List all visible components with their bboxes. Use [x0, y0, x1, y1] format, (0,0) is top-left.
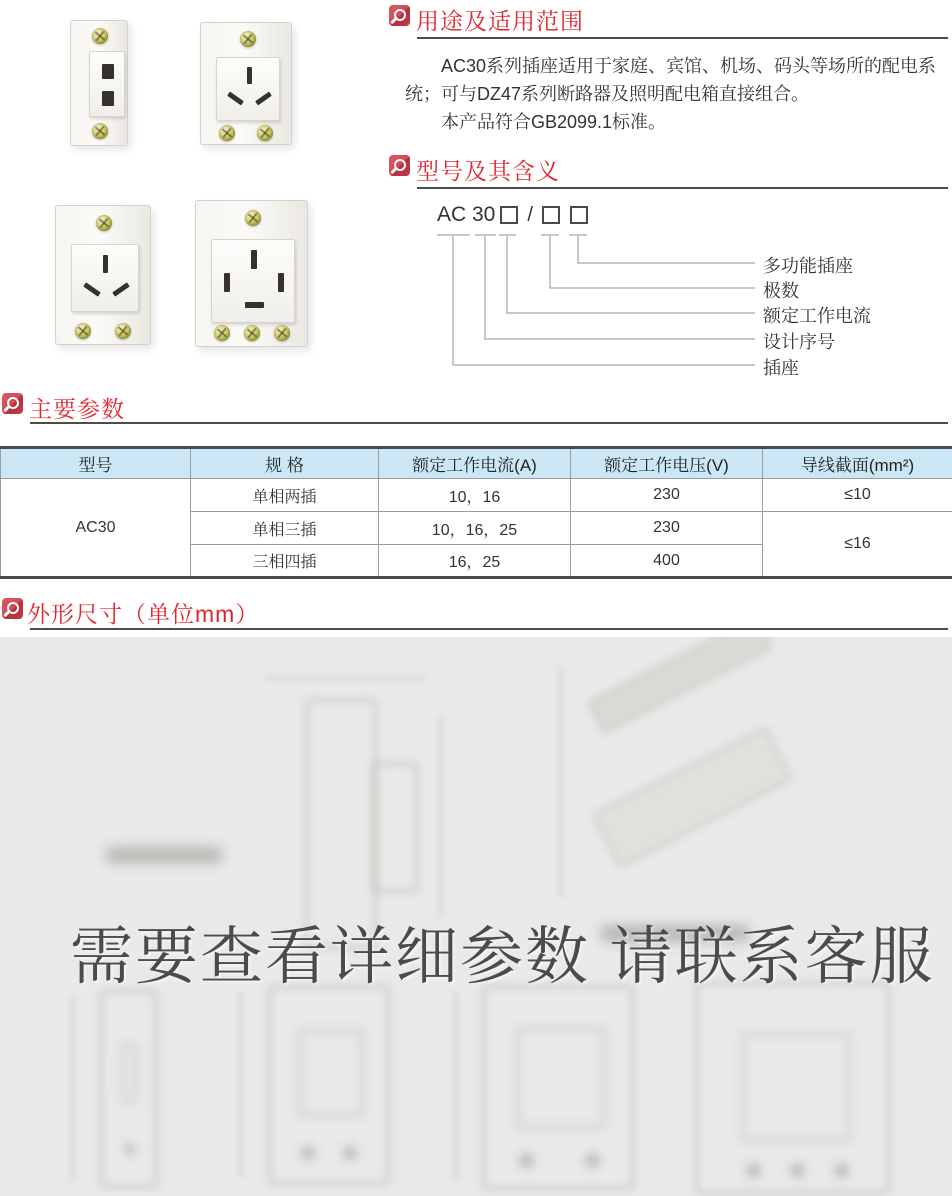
table-row [1, 479, 952, 512]
model-code-prefix: AC 30 [437, 203, 496, 226]
pin-hole [112, 282, 130, 296]
divider [30, 422, 948, 424]
blurred-dimension-line [72, 997, 74, 1182]
cell-model: AC30 [1, 479, 191, 578]
screw-icon [244, 325, 260, 341]
cell-wire: ≤10 [763, 479, 952, 512]
blurred-rail-drawing [587, 637, 773, 734]
magnifier-icon [2, 393, 23, 414]
cell-spec: 三相四插 [191, 545, 379, 578]
blurred-rail-drawing [592, 726, 793, 868]
screw-icon [115, 323, 131, 339]
col-header-wire: 导线截面(mm²) [763, 448, 952, 479]
blurred-front-view [695, 982, 890, 1194]
cell-voltage: 230 [571, 512, 763, 545]
pin-hole [255, 92, 272, 106]
usage-text [405, 52, 948, 136]
pin-hole [278, 273, 284, 292]
cell-spec: 单相两插 [191, 479, 379, 512]
blurred-front-view [482, 985, 634, 1190]
divider [417, 187, 948, 189]
blurred-dimension-line [265, 677, 425, 679]
usage-paragraph-2: 本产品符合GB2099.1标准。 [441, 112, 667, 132]
model-label-socket: 插座 [763, 358, 799, 378]
cell-current: 16，25 [379, 545, 571, 578]
screw-icon [96, 215, 112, 231]
cell-voltage: 230 [571, 479, 763, 512]
socket-face [71, 244, 139, 312]
model-code-slash: / [527, 203, 533, 226]
parameters-table [0, 446, 952, 579]
pin-hole [102, 91, 114, 106]
blurred-front-view [268, 985, 390, 1185]
cell-current: 10，16 [379, 479, 571, 512]
cell-wire: ≤16 [763, 512, 952, 578]
socket-photo-three-pin-small [200, 22, 292, 145]
model-code-box [542, 206, 560, 224]
socket-photo-two-pin [70, 20, 128, 146]
col-header-model: 型号 [1, 448, 191, 479]
pin-hole [83, 282, 101, 296]
model-code-box [570, 206, 588, 224]
model-code [437, 203, 588, 227]
col-header-current: 额定工作电流(A) [379, 448, 571, 479]
blurred-profile-step [372, 762, 418, 892]
cell-voltage: 400 [571, 545, 763, 578]
divider [30, 628, 948, 630]
pin-hole [245, 302, 264, 308]
pin-hole [224, 273, 230, 292]
socket-face [216, 57, 280, 121]
model-label-design-serial: 设计序号 [763, 332, 835, 352]
usage-section-title: 用途及适用范围 [416, 8, 584, 34]
magnifier-icon [389, 5, 410, 26]
model-label-current: 额定工作电流 [763, 306, 871, 326]
pin-hole [251, 250, 257, 269]
screw-icon [92, 28, 108, 44]
blurred-dimension-line [560, 667, 562, 897]
blurred-front-view [100, 990, 158, 1188]
socket-face [211, 239, 295, 323]
usage-paragraph-1: AC30系列插座适用于家庭、宾馆、机场、码头等场所的配电系统；可与DZ47系列断路器及照明配电箱直接组合。 [405, 56, 937, 104]
table-header-row [1, 448, 952, 479]
blurred-annotation [105, 847, 223, 863]
cell-spec: 单相三插 [191, 512, 379, 545]
socket-photo-four-pin [195, 200, 308, 347]
pin-hole [247, 67, 252, 84]
col-header-voltage: 额定工作电压(V) [571, 448, 763, 479]
screw-icon [257, 125, 273, 141]
cell-current: 10，16，25 [379, 512, 571, 545]
screw-icon [240, 31, 256, 47]
divider [417, 37, 948, 39]
dimensions-section-title: 外形尺寸（单位mm） [27, 601, 260, 627]
socket-face [89, 51, 125, 117]
socket-photo-three-pin-large [55, 205, 151, 345]
pin-hole [103, 255, 108, 273]
screw-icon [245, 210, 261, 226]
model-section-title: 型号及其含义 [416, 158, 560, 184]
model-code-diagram [420, 195, 952, 385]
magnifier-icon [389, 155, 410, 176]
pin-hole [102, 64, 114, 79]
model-label-multifunction: 多功能插座 [763, 256, 853, 276]
col-header-spec: 规 格 [191, 448, 379, 479]
pin-hole [227, 92, 244, 106]
screw-icon [75, 323, 91, 339]
params-section-title: 主要参数 [29, 396, 125, 422]
model-label-poles: 极数 [763, 281, 799, 301]
model-code-box [500, 206, 518, 224]
screw-icon [219, 125, 235, 141]
magnifier-icon [2, 598, 23, 619]
blurred-dimension-line [440, 717, 442, 917]
blurred-dimension-line [240, 992, 242, 1177]
screw-icon [214, 325, 230, 341]
blurred-dimension-line [455, 992, 457, 1182]
screw-icon [274, 325, 290, 341]
screw-icon [92, 123, 108, 139]
contact-service-notice: 需要查看详细参数 请联系客服 [70, 922, 935, 992]
